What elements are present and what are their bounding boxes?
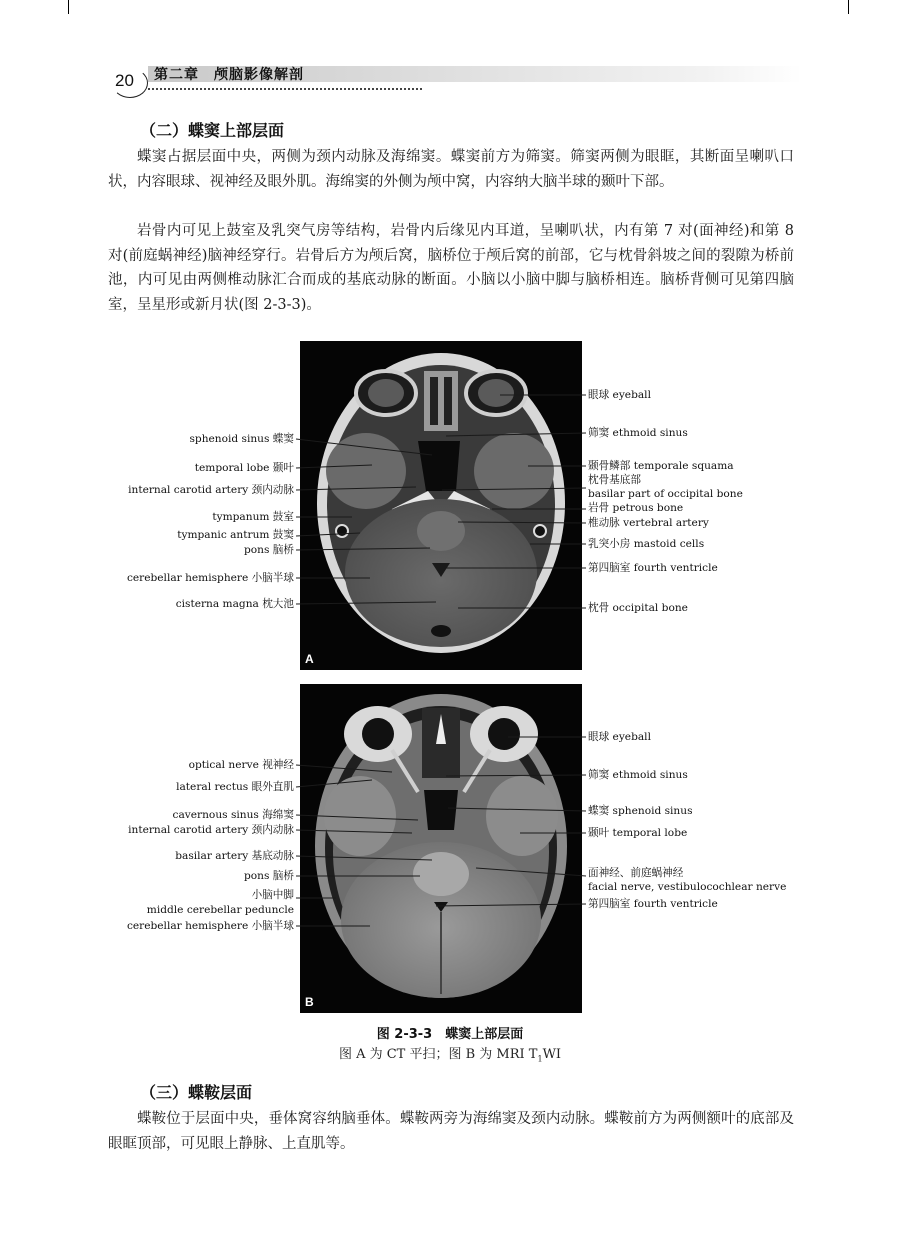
label-cerebellar-hemisphere: cerebellar hemisphere 小脑半球 bbox=[126, 920, 294, 932]
label-temporal-lobe: temporal lobe 颞叶 bbox=[194, 462, 294, 474]
label-internal-carotid-artery: internal carotid artery 颈内动脉 bbox=[128, 824, 294, 836]
label-cerebellar-hemisphere: cerebellar hemisphere 小脑半球 bbox=[126, 572, 294, 584]
label-internal-carotid-artery: internal carotid artery 颈内动脉 bbox=[128, 484, 294, 496]
label-optical-nerve: optical nerve 视神经 bbox=[188, 759, 294, 771]
label-facial-nerve-en: facial nerve, vestibulocochlear nerve bbox=[588, 881, 787, 893]
panel-letter-a: A bbox=[305, 652, 314, 666]
page-number: 20 bbox=[112, 68, 148, 98]
label-lateral-rectus: lateral rectus 眼外直肌 bbox=[176, 781, 294, 793]
label-vertebral-artery: 椎动脉 vertebral artery bbox=[588, 517, 709, 529]
label-basilar-artery: basilar artery 基底动脉 bbox=[175, 850, 294, 862]
figure-caption-subtitle: 图 A 为 CT 平扫；图 B 为 MRI $T_1WI$ bbox=[338, 1047, 562, 1064]
body-paragraph: 蝶鞍位于层面中央，垂体窝容纳脑垂体。蝶鞍两旁为海绵窦及颈内动脉。蝶鞍前方为两侧额叶的底部及眼眶顶部，可见眼上静脉、上直肌等。 bbox=[108, 1111, 794, 1152]
label-mastoid-cells: 乳突小房 mastoid cells bbox=[588, 538, 705, 550]
figure-caption-title: 图 2-3-3 蝶窦上部层面 bbox=[376, 1027, 524, 1042]
label-eyeball: 眼球 eyeball bbox=[588, 389, 651, 401]
label-occipital-bone: 枕骨 occipital bone bbox=[588, 602, 688, 614]
label-basilar-part-zh: 枕骨基底部 bbox=[588, 474, 641, 486]
label-ethmoid-sinus: 筛窦 ethmoid sinus bbox=[588, 427, 688, 439]
label-eyeball: 眼球 eyeball bbox=[588, 731, 651, 743]
label-pons: pons 脑桥 bbox=[244, 544, 294, 556]
label-tympanum: tympanum 鼓室 bbox=[212, 511, 294, 523]
label-sphenoid-sinus: sphenoid sinus 蝶窦 bbox=[189, 433, 294, 445]
label-cisterna-magna: cisterna magna 枕大池 bbox=[175, 598, 294, 610]
label-basilar-part-en: basilar part of occipital bone bbox=[588, 488, 743, 500]
section-heading: （三）蝶鞍层面 bbox=[140, 1083, 253, 1102]
body-paragraph: 蝶窦占据层面中央，两侧为颈内动脉及海绵窦。蝶窦前方为筛窦。筛窦两侧为眼眶，其断面呈喇叭口状，内容眼球、视神经及眼外肌。海绵窦的外侧为颅中窝，内容纳大脑半球的颞叶下部。 bbox=[108, 149, 794, 190]
label-ethmoid-sinus: 筛窦 ethmoid sinus bbox=[588, 769, 688, 781]
body-paragraph: 岩骨内可见上鼓室及乳突气房等结构，岩骨内后缘见内耳道，呈喇叭状，内有第 7 对(面神经)和第 8 对(前庭蜗神经)脑神经穿行。岩骨后方为颅后窝，脑桥位于颅后窝的前部，它与枕骨斜坡之间的裂隙为桥前池，内可见由两侧椎动脉汇合而成的基底动脉的断面。小脑以小脑中脚与脑桥相连。脑桥背侧可见第四脑室，呈星形或新月状(图 2-3-3)。 bbox=[108, 223, 794, 313]
label-cavernous-sinus: cavernous sinus 海绵窦 bbox=[172, 809, 294, 821]
section-heading: （二）蝶窦上部层面 bbox=[140, 121, 285, 140]
panel-letter-b: B bbox=[305, 995, 314, 1009]
label-middle-cerebellar-peduncle-en: middle cerebellar peduncle bbox=[146, 904, 294, 916]
label-petrous-bone: 岩骨 petrous bone bbox=[588, 502, 684, 514]
label-sphenoid-sinus: 蝶窦 sphenoid sinus bbox=[588, 805, 693, 817]
label-temporal-lobe: 颞叶 temporal lobe bbox=[588, 827, 688, 839]
label-middle-cerebellar-peduncle-zh: 小脑中脚 bbox=[251, 889, 294, 901]
label-fourth-ventricle: 第四脑室 fourth ventricle bbox=[588, 898, 718, 910]
label-pons: pons 脑桥 bbox=[244, 870, 294, 882]
label-temporale-squama: 颞骨鳞部 temporale squama bbox=[588, 460, 734, 472]
label-fourth-ventricle: 第四脑室 fourth ventricle bbox=[588, 562, 718, 574]
label-tympanic-antrum: tympanic antrum 鼓窦 bbox=[177, 529, 294, 541]
chapter-title: 第二章 颅脑影像解剖 bbox=[154, 67, 304, 83]
label-facial-nerve-zh: 面神经、前庭蜗神经 bbox=[588, 867, 684, 879]
